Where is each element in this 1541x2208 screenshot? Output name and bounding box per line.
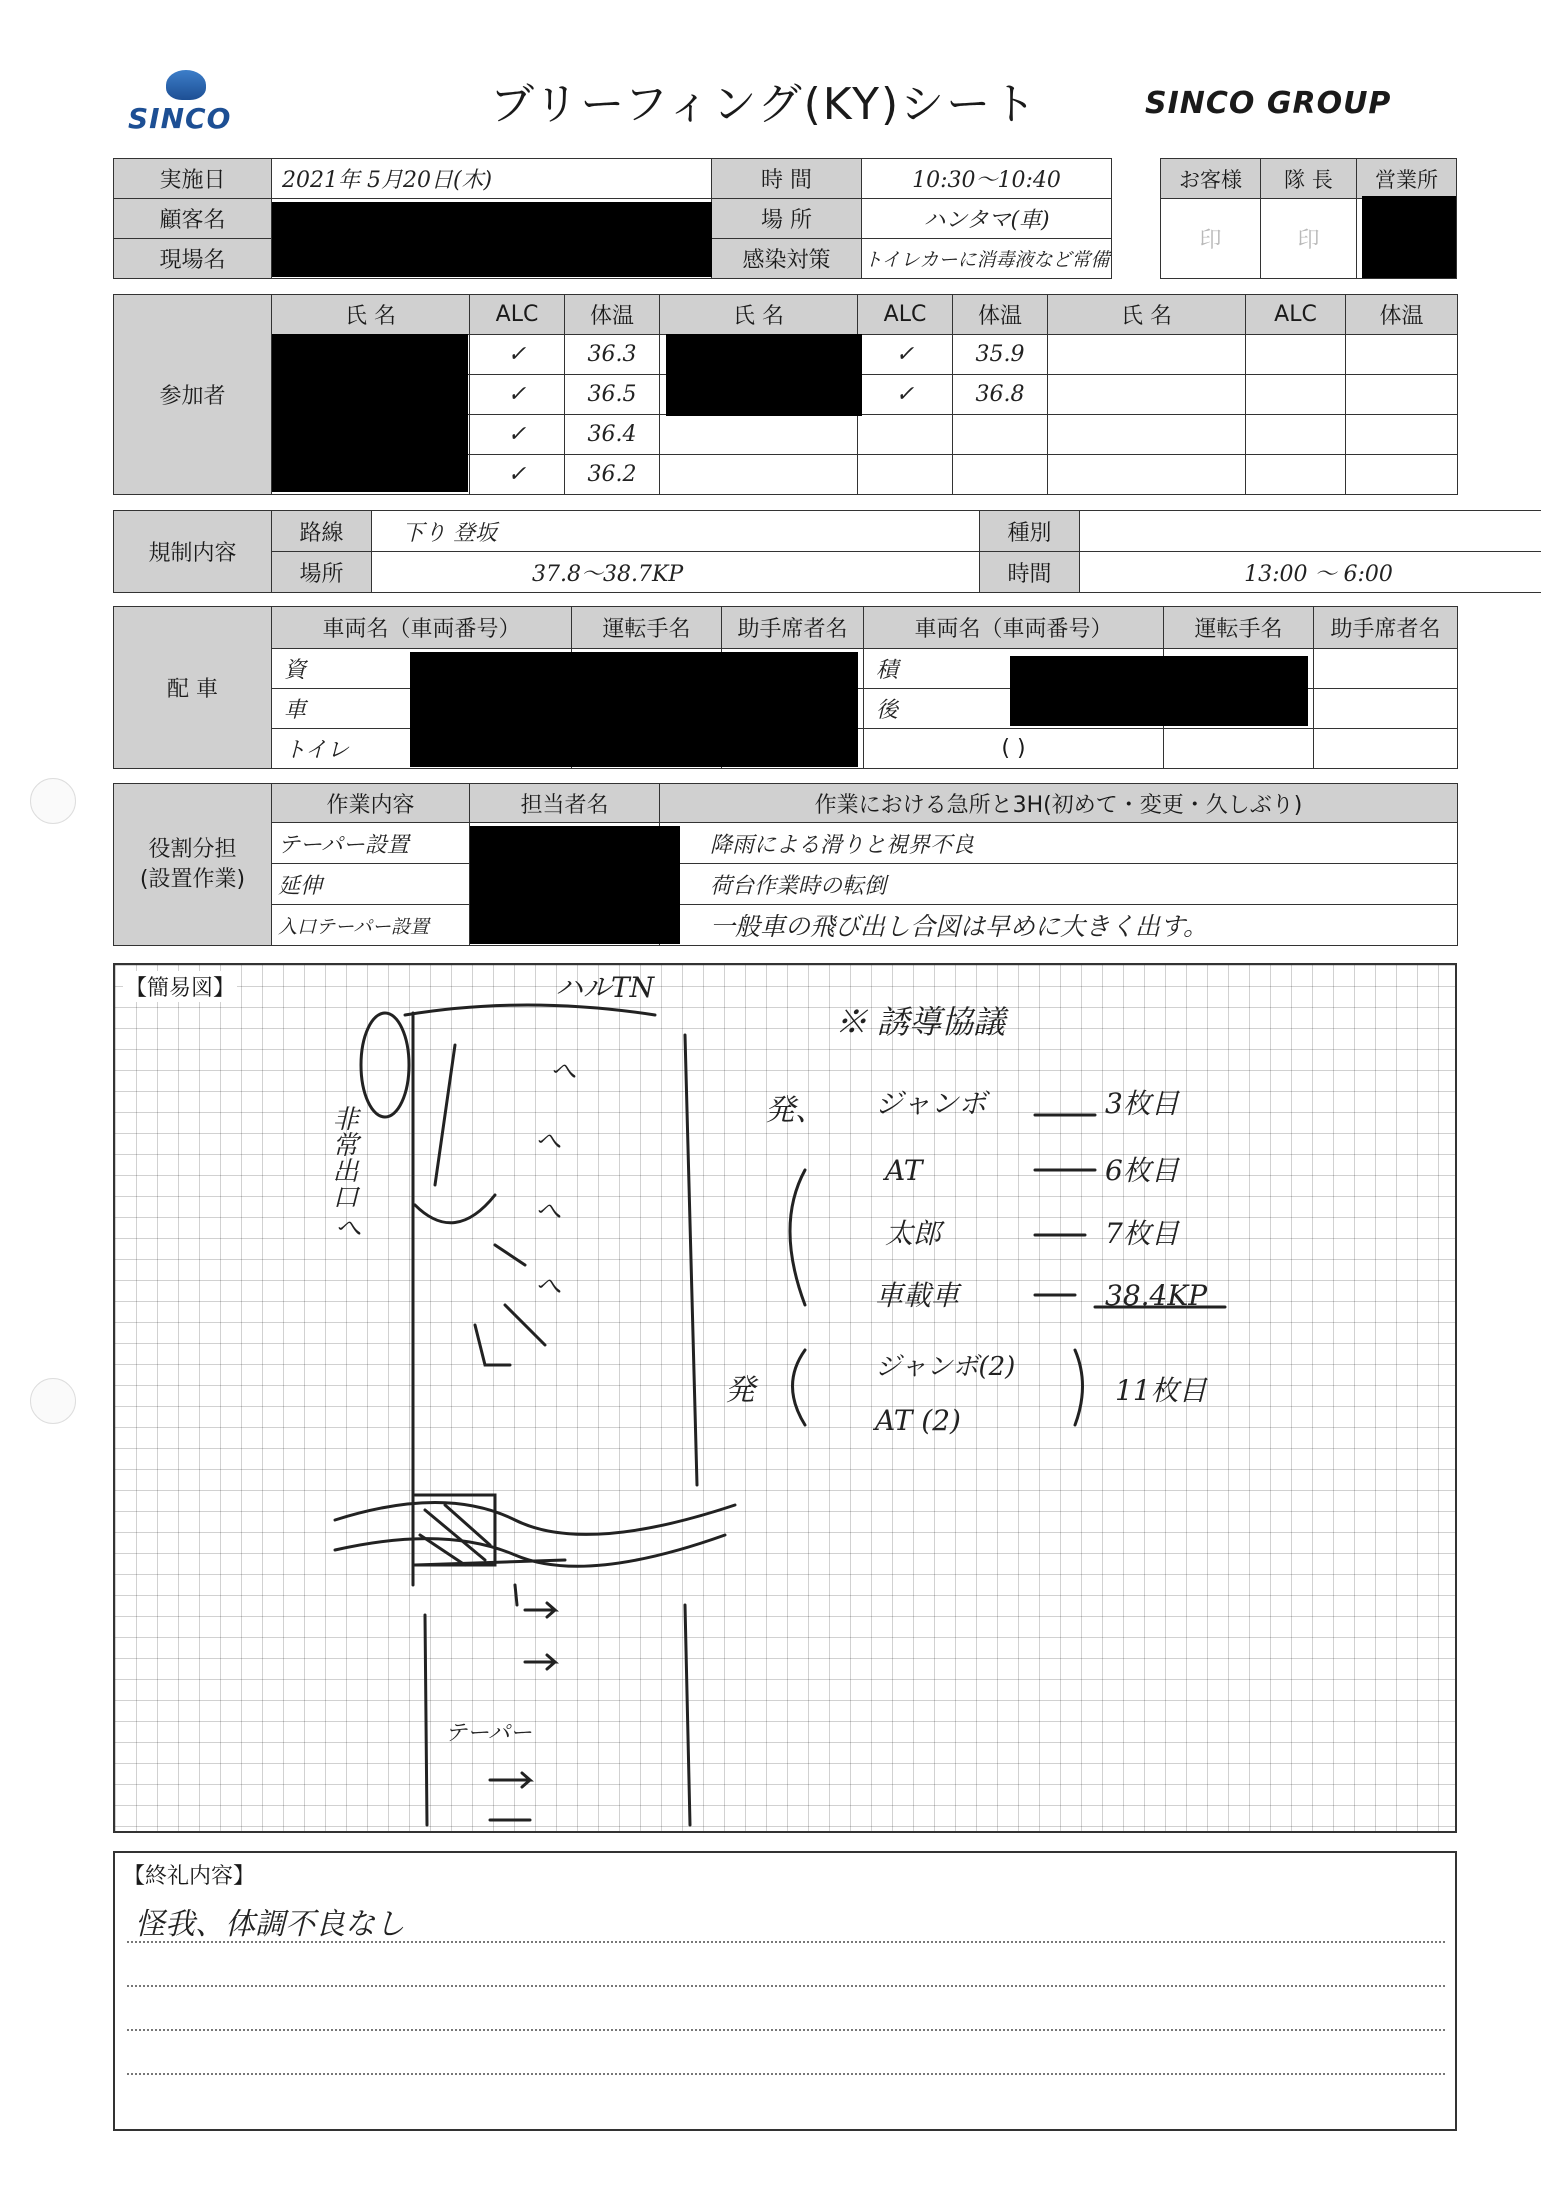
lower-arrow-3 (490, 1773, 530, 1787)
time-value[interactable]: 10:30〜10:40 (862, 159, 1112, 199)
dotted-rule (127, 2073, 1445, 2075)
punch-hole-top (30, 778, 76, 824)
reg-time-label: 時間 (980, 552, 1080, 593)
alc-check[interactable]: ✓ (858, 335, 953, 375)
temp-cell[interactable] (1346, 455, 1458, 495)
col-alc-2: ALC (858, 295, 953, 335)
item-pos-2: 6枚目 (1105, 1154, 1179, 1187)
col-alc-3: ALC (1246, 295, 1346, 335)
site-label: 現場名 (114, 239, 272, 279)
col-vehicle-left: 車両名（車両番号） (272, 607, 572, 649)
alc-cell[interactable] (1246, 375, 1346, 415)
redacted-office (1362, 196, 1456, 278)
alc-check[interactable]: ✓ (470, 375, 565, 415)
temp-cell[interactable] (1346, 375, 1458, 415)
driver-cell[interactable] (1164, 729, 1314, 769)
participant-name[interactable] (1048, 375, 1246, 415)
redacted-names-1 (272, 334, 468, 492)
vehicle-left-1[interactable]: 資 (272, 649, 572, 689)
col-alc-1: ALC (470, 295, 565, 335)
col-vehicle-right: 車両名（車両番号） (864, 607, 1164, 649)
lane-arrow: へ (550, 1057, 577, 1087)
exit-oval (361, 1013, 409, 1117)
taper-label: テーパー (445, 1721, 532, 1746)
closing-label: 【終礼内容】 (123, 1864, 256, 1889)
item-name-1: ジャンボ (875, 1087, 987, 1120)
vehicle-right-paren[interactable]: ( ) (864, 729, 1164, 769)
tunnel-label: ハルTN (555, 971, 655, 1004)
temp-value[interactable]: 35.9 (953, 335, 1048, 375)
col-assistant-right: 助手席者名 (1314, 607, 1458, 649)
second-group-label: 発 (725, 1373, 755, 1408)
approval-customer-stamp[interactable]: 印 (1161, 199, 1261, 279)
alc-cell[interactable] (858, 415, 953, 455)
exit-label: 非常出口 (328, 1105, 358, 1209)
work-zone-hatch (420, 1505, 490, 1565)
redacted-persons (470, 826, 680, 944)
alc-check[interactable]: ✓ (470, 455, 565, 495)
item-name-2: AT (885, 1154, 923, 1187)
participant-name[interactable] (1048, 455, 1246, 495)
approval-captain-label: 隊 長 (1261, 159, 1357, 199)
lower-road-right (685, 1605, 690, 1825)
temp-cell[interactable] (953, 455, 1048, 495)
type-value[interactable] (1080, 511, 1541, 552)
col-temp-1: 体温 (565, 295, 660, 335)
alc-cell[interactable] (1246, 415, 1346, 455)
lane-arrow: へ (535, 1127, 562, 1157)
sinco-logo-text: SINCO (128, 102, 232, 135)
date-label: 実施日 (114, 159, 272, 199)
type-label: 種別 (980, 511, 1080, 552)
temp-cell[interactable] (953, 415, 1048, 455)
work-item-3[interactable]: 入口テーパー設置 (272, 905, 470, 946)
item-name-6: AT (2) (875, 1404, 961, 1437)
vehicle-left-3[interactable]: トイレ (272, 729, 572, 769)
assistant-cell[interactable] (1314, 649, 1458, 689)
col-temp-3: 体温 (1346, 295, 1458, 335)
col-name-1: 氏 名 (272, 295, 470, 335)
closing-text[interactable]: 怪我、体調不良なし (135, 1907, 405, 1942)
col-work: 作業内容 (272, 784, 470, 823)
lower-arrow-2 (525, 1655, 555, 1669)
date-value[interactable]: 2021年 5月20日(木) (272, 159, 712, 199)
hazard-2[interactable]: 荷台作業時の転倒 (660, 864, 1458, 905)
participant-name[interactable] (660, 415, 858, 455)
roles-table (113, 783, 1458, 946)
approval-office-label: 営業所 (1357, 159, 1457, 199)
temp-value[interactable]: 36.4 (565, 415, 660, 455)
punch-hole-bottom (30, 1378, 76, 1424)
sketch-note-title: ※ 誘導協議 (835, 1003, 1006, 1041)
work-item-2[interactable]: 延伸 (272, 864, 470, 905)
temp-value[interactable]: 36.2 (565, 455, 660, 495)
reg-place-value[interactable]: 37.8〜38.7KP (372, 552, 980, 593)
lane-arrow: へ (535, 1197, 562, 1227)
route-label: 路線 (272, 511, 372, 552)
infection-label: 感染対策 (712, 239, 862, 279)
dashed-lane (435, 1045, 455, 1185)
lower-arrow-1 (525, 1603, 555, 1617)
item-pos-1: 3枚目 (1105, 1087, 1179, 1120)
leader-lines (1035, 1115, 1095, 1295)
bracket-pos: 11枚目 (1115, 1374, 1207, 1407)
sinco-logo (128, 70, 248, 140)
item-pos-3: 7枚目 (1105, 1217, 1179, 1250)
break-line-2 (335, 1535, 725, 1566)
sinco-group-logo: SINCO GROUP (1145, 86, 1392, 121)
participant-name[interactable] (1048, 415, 1246, 455)
participant-name[interactable] (660, 455, 858, 495)
item-name-4: 車載車 (875, 1279, 960, 1312)
temp-value[interactable]: 36.8 (953, 375, 1048, 415)
col-temp-2: 体温 (953, 295, 1048, 335)
closing-area[interactable] (113, 1851, 1457, 2131)
reg-place-label: 場所 (272, 552, 372, 593)
sketch-drawing (115, 965, 1455, 1831)
exit-arrow-label: へ (335, 1214, 362, 1244)
temp-cell[interactable] (1346, 415, 1458, 455)
sheet-title: ブリーフィング(KY)シート (490, 79, 1039, 130)
place-label: 場 所 (712, 199, 862, 239)
col-name-2: 氏 名 (660, 295, 858, 335)
col-assistant-left: 助手席者名 (722, 607, 864, 649)
sketch-area[interactable] (113, 963, 1457, 1833)
dotted-rule (127, 1941, 1445, 1943)
alc-cell[interactable] (1246, 455, 1346, 495)
approval-customer-label: お客様 (1161, 159, 1261, 199)
globe-icon (166, 70, 206, 100)
vehicle-right-1[interactable]: 積 (864, 649, 1164, 689)
first-group-label: 発、 (765, 1093, 825, 1128)
tunnel-portal-line (405, 1005, 655, 1015)
cone-marks (475, 1325, 510, 1365)
col-hazard: 作業における急所と3H(初めて・変更・久しぶり) (660, 784, 1458, 823)
participants-label: 参加者 (114, 295, 272, 495)
redacted-names-2 (666, 334, 862, 416)
work-item-1[interactable]: テーパー設置 (272, 823, 470, 864)
regulation-table (113, 510, 1541, 593)
alc-cell[interactable] (1246, 335, 1346, 375)
temp-value[interactable]: 36.3 (565, 335, 660, 375)
col-name-3: 氏 名 (1048, 295, 1246, 335)
place-value[interactable]: ハンタマ(車) (862, 199, 1112, 239)
alc-check[interactable]: ✓ (858, 375, 953, 415)
assistant-cell[interactable] (1314, 729, 1458, 769)
col-person: 担当者名 (470, 784, 660, 823)
roles-label: 役割分担 (設置作業) (114, 784, 272, 946)
hazard-1[interactable]: 降雨による滑りと視界不良 (660, 823, 1458, 864)
regulation-label: 規制内容 (114, 511, 272, 593)
bracket-group-1 (790, 1170, 805, 1305)
bracket-group-2 (793, 1350, 806, 1425)
break-line-1 (335, 1503, 735, 1535)
time-label: 時 間 (712, 159, 862, 199)
vehicle-right-2[interactable]: 後 (864, 689, 1164, 729)
vehicle-left-2[interactable]: 車 (272, 689, 572, 729)
alc-check[interactable]: ✓ (470, 335, 565, 375)
lower-arrow-up (515, 1585, 517, 1605)
lower-road-left (425, 1615, 427, 1825)
sketch-label: 【簡易図】 (123, 971, 237, 1002)
dotted-rule (127, 1985, 1445, 1987)
curve-lane (415, 1195, 495, 1223)
temp-value[interactable]: 36.5 (565, 375, 660, 415)
col-driver-left: 運転手名 (572, 607, 722, 649)
assistant-cell[interactable] (1314, 689, 1458, 729)
item-pos-4: 38.4KP (1105, 1279, 1208, 1312)
approval-captain-stamp[interactable]: 印 (1261, 199, 1357, 279)
col-driver-right: 運転手名 (1164, 607, 1314, 649)
dispatch-label: 配 車 (114, 607, 272, 769)
lane-arrow: へ (535, 1272, 562, 1302)
alc-cell[interactable] (858, 455, 953, 495)
road-edge-right (685, 1035, 697, 1485)
item-name-5: ジャンボ(2) (875, 1352, 1016, 1382)
redacted-dispatch-right (1010, 656, 1308, 726)
reg-time-value[interactable]: 13:00 〜 6:00 (1080, 552, 1541, 593)
customer-label: 顧客名 (114, 199, 272, 239)
route-value[interactable]: 下り 登坂 (372, 511, 980, 552)
participant-name[interactable] (1048, 335, 1246, 375)
hazard-3[interactable]: 一般車の飛び出し合図は早めに大きく出す。 (660, 905, 1458, 946)
redacted-dispatch-left (410, 652, 858, 767)
alc-check[interactable]: ✓ (470, 415, 565, 455)
bracket-group-2-right (1075, 1350, 1083, 1425)
work-zone-block (415, 1495, 495, 1565)
temp-cell[interactable] (1346, 335, 1458, 375)
dotted-rule (127, 2029, 1445, 2031)
infection-value[interactable]: トイレカーに消毒液など常備 (862, 239, 1112, 279)
redacted-customer (272, 202, 712, 277)
item-name-3: 太郎 (885, 1217, 942, 1250)
